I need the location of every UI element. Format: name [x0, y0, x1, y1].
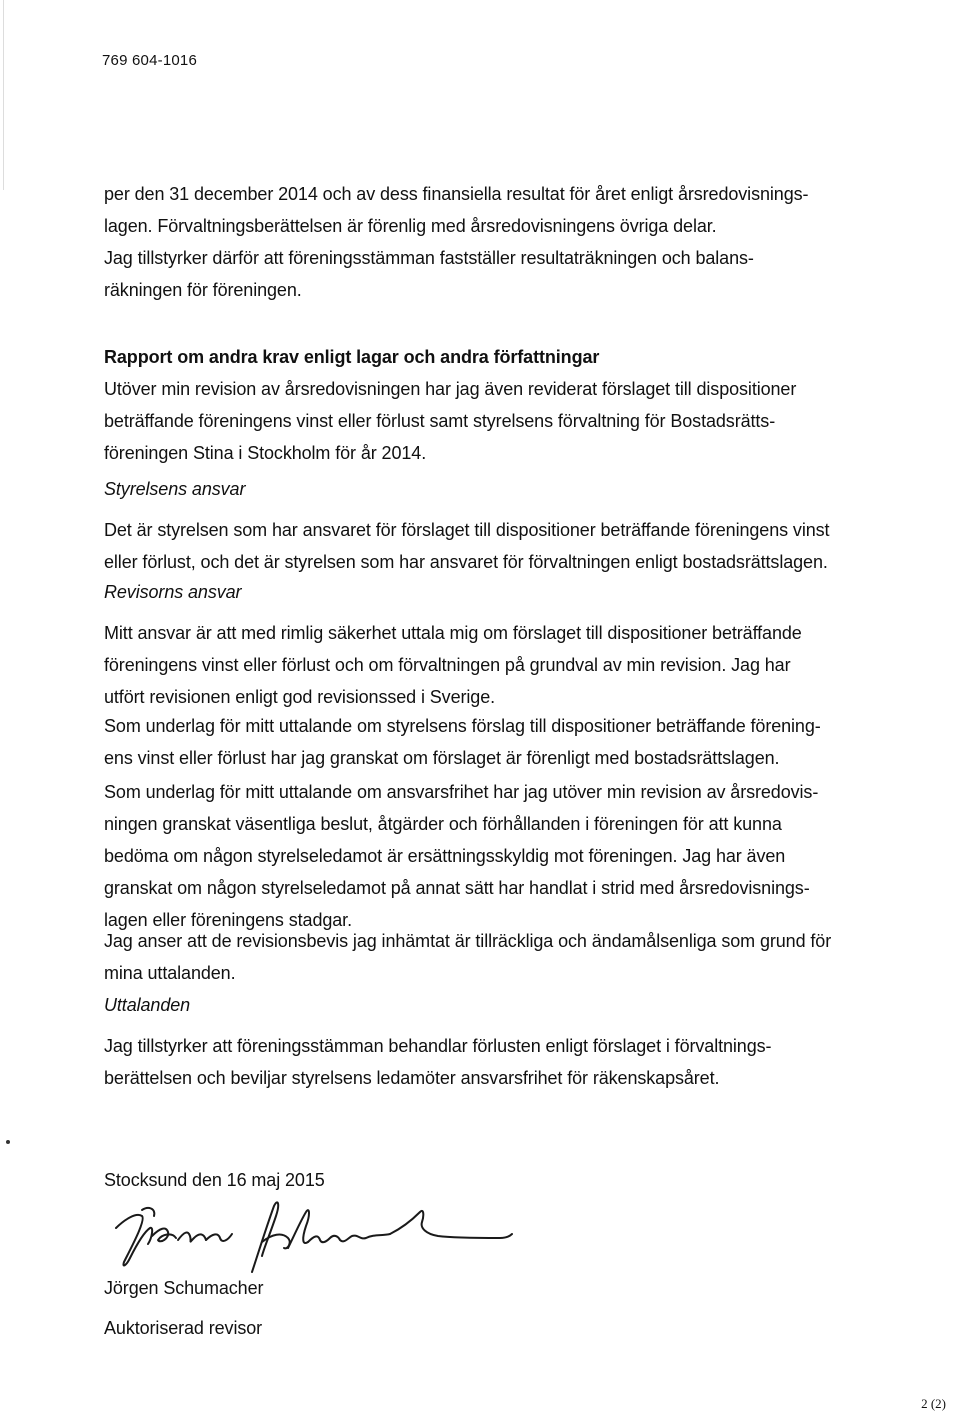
uttalanden-line: Jag tillstyrker att föreningsstämman behandlar förlusten enligt förslaget i förvaltnings-: [104, 1036, 772, 1056]
signer-title: Auktoriserad revisor: [104, 1318, 263, 1338]
intro-line: räkningen för föreningen.: [104, 280, 302, 300]
signer-block: [104, 1268, 934, 1348]
intro-line: per den 31 december 2014 och av dess finansiella resultat för året enligt årsredovisnings-: [104, 184, 809, 204]
underlag-line: Som underlag för mitt uttalande om styrelsens förslag till dispositioner beträffande förening-: [104, 716, 821, 736]
styrelsens-ansvar-line: Det är styrelsen som har ansvaret för förslaget till dispositioner beträffande föreningens vinst: [104, 520, 830, 540]
intro-paragraph: [104, 178, 934, 306]
rapport-heading: Rapport om andra krav enligt lagar och andra författningar: [104, 347, 600, 367]
revisorns-ansvar-heading-block: [104, 576, 934, 608]
revisorns-ansvar-heading: Revisorns ansvar: [104, 582, 242, 602]
underlag-line: bedöma om någon styrelseledamot är ersättningsskyldig mot föreningen. Jag har även: [104, 846, 786, 866]
intro-line: Jag tillstyrker därför att föreningsstämman fastställer resultaträkningen och balans-: [104, 248, 754, 268]
revisorns-ansvar-line: föreningens vinst eller förlust och om förvaltningen på grundval av min revision. Jag har: [104, 655, 791, 675]
uttalanden-heading: Uttalanden: [104, 995, 191, 1015]
anser-line: Jag anser att de revisionsbevis jag inhämtat är tillräckliga och ändamålsenliga som grund för: [104, 931, 832, 951]
revisorns-ansvar-paragraph: [104, 617, 934, 713]
underlag-line: lagen eller föreningens stadgar.: [104, 910, 352, 930]
styrelsens-ansvar-heading-block: [104, 473, 934, 505]
uttalanden-heading-block: [104, 989, 934, 1021]
uttalanden-paragraph: [104, 1030, 934, 1094]
revisorns-ansvar-line: Mitt ansvar är att med rimlig säkerhet uttala mig om förslaget till dispositioner beträffande: [104, 623, 802, 643]
rapport-section: [104, 341, 934, 469]
styrelsens-ansvar-paragraph: [104, 514, 934, 578]
rapport-line: föreningen Stina i Stockholm för år 2014.: [104, 443, 427, 463]
revisionsbevis-paragraph: [104, 925, 934, 989]
signer-name: Jörgen Schumacher: [104, 1278, 264, 1298]
place-date-block: [104, 1164, 934, 1196]
anser-line: mina uttalanden.: [104, 963, 236, 983]
page-number: 2 (2): [921, 1396, 946, 1411]
document-number: 769 604-1016: [102, 52, 197, 69]
underlag-line: ningen granskat väsentliga beslut, åtgärder och förhållanden i föreningen för att kunna: [104, 814, 782, 834]
underlag-line: granskat om någon styrelseledamot på annat sätt har handlat i strid med årsredovisnings-: [104, 878, 810, 898]
scan-speck: [6, 1140, 10, 1144]
revisorns-ansvar-line: utfört revisionen enligt god revisionssed i Sverige.: [104, 687, 496, 707]
handwritten-signature: [102, 1198, 522, 1276]
scan-edge: [3, 0, 4, 190]
rapport-line: beträffande föreningens vinst eller förlust samt styrelsens förvaltning för Bostadsrätts-: [104, 411, 776, 431]
underlag-ansvarsfrihet-paragraph: [104, 776, 934, 936]
underlag-dispositioner-paragraph: [104, 710, 934, 774]
place-date: Stocksund den 16 maj 2015: [104, 1170, 325, 1190]
rapport-line: Utöver min revision av årsredovisningen har jag även reviderat förslaget till dispositioner: [104, 379, 797, 399]
styrelsens-ansvar-line: eller förlust, och det är styrelsen som har ansvaret för förvaltningen enligt bostadsrättslagen.: [104, 552, 828, 572]
intro-line: lagen. Förvaltningsberättelsen är förenlig med årsredovisningens övriga delar.: [104, 216, 717, 236]
uttalanden-line: berättelsen och beviljar styrelsens ledamöter ansvarsfrihet för räkenskapsåret.: [104, 1068, 720, 1088]
styrelsens-ansvar-heading: Styrelsens ansvar: [104, 479, 246, 499]
underlag-line: ens vinst eller förlust har jag granskat om förslaget är förenligt med bostadsrättslagen.: [104, 748, 780, 768]
underlag-line: Som underlag för mitt uttalande om ansvarsfrihet har jag utöver min revision av årsredovis-: [104, 782, 819, 802]
